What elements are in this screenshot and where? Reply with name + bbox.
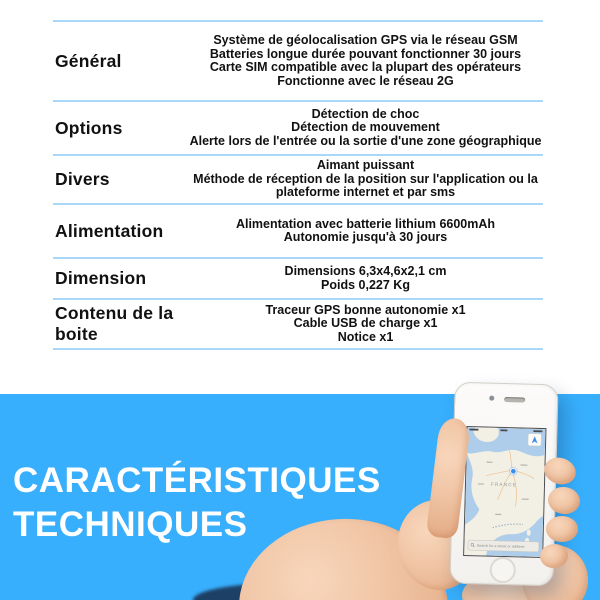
row-content [188,156,543,203]
spec-line: Détection de choc [311,106,420,121]
map-image [464,427,545,557]
spec-line: Aimant puissant [316,158,415,173]
row-content [188,259,543,298]
row-content [188,205,543,257]
table-row [53,203,543,257]
spec-line: Alerte lors de l'entrée ou la sortie d'une zone géographique [189,133,542,148]
search-bar-text: Search for a street or address [476,543,525,549]
row-label-contenu: Contenu de la boite [55,303,174,344]
row-label-divers: Divers [55,169,110,189]
row-content [188,22,543,100]
table-row [53,298,543,350]
spec-line: Poids 0,227 Kg [321,277,410,292]
page-title-line1: CARACTÉRISTIQUES [13,461,381,500]
row-content [188,102,543,154]
location-dot-icon [510,468,516,474]
spec-line: Cable USB de charge x1 [293,316,438,331]
spec-line: Carte SIM compatible avec la plupart des opérateurs [209,60,522,74]
home-button-icon [489,557,516,584]
camera-icon [489,396,494,401]
spec-line: Traceur GPS bonne autonomie x1 [265,302,466,317]
spec-line: Système de géolocalisation GPS via le réseau GSM [213,33,518,47]
spec-line: Fonctionne avec le réseau 2G [277,73,454,88]
spec-line: Notice x1 [337,329,394,344]
spec-table [53,20,543,350]
speaker-icon [504,397,525,402]
spec-line: Méthode de réception de la position sur l'application ou la plateforme internet et par sms [193,171,538,200]
spec-line: Batteries longue durée pouvant fonctionner 30 jours [209,46,522,61]
row-label-dimension: Dimension [55,268,147,288]
row-content [188,300,543,348]
spec-line: Dimensions 6,3x4,6x2,1 cm [284,264,447,278]
phone-screen-map [463,426,546,558]
page-title [13,459,381,547]
table-row [53,257,543,298]
page-title-line2: TECHNIQUES [13,505,248,544]
spec-line: Détection de mouvement [291,120,440,135]
spec-line: Autonomie jusqu'à 30 jours [283,230,448,244]
table-row [53,154,543,203]
spec-line: Alimentation avec batterie lithium 6600mAh [235,216,496,231]
row-label-options: Options [55,117,123,138]
row-label-alimentation: Alimentation [55,220,164,241]
row-label-general: Général [55,50,122,71]
map-country-label: FRANCE [490,481,518,488]
fingertip [546,516,578,542]
table-row [53,20,543,100]
table-row [53,100,543,154]
